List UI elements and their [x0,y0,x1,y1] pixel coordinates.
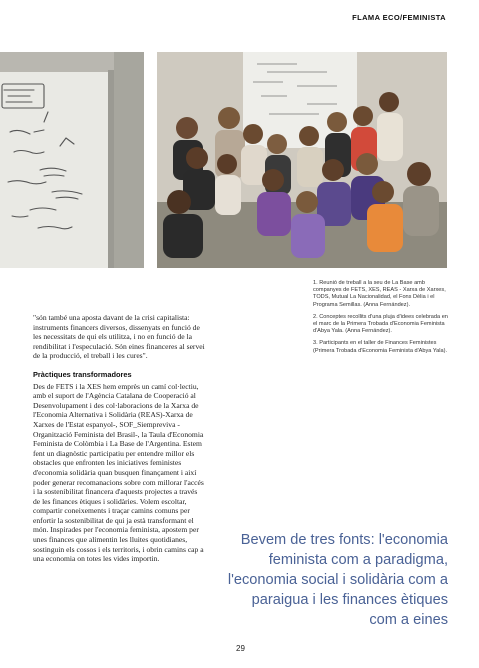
intro-paragraph: "són també una aposta davant de la crisi capitalista: instruments financers diversos, dissenyats en funció de les necessitats de qui els utilitza, i no en funció de la rendibilitat i l'especulació. Són eines financeres al servei de la producció, el treball i les cures". [33,313,205,361]
caption-3: 3. Participants en el taller de Finances Feministes (Primera Trobada d'Economia Feminista d'Abya Yala). [313,340,448,354]
caption-2: 2. Conceptes recollits d'una pluja d'idees celebrada en el marc de la Primera Trobada d'Economia Feminista d'Abya Yala. (Anna Fernández). [313,313,448,335]
group-photo [157,52,447,268]
article-body [33,313,205,573]
whiteboard-photo [0,52,144,268]
photo-captions [313,280,453,360]
page-number: 29 [236,644,245,653]
group-illustration [157,52,447,268]
body-paragraph: Des de FETS i la XES hem emprès un camí col·lectiu, amb el suport de l'Agència Catalana de Cooperació al Desenvolupament i des col·laboracions de la Xarxa de l'Economia Alternativa i Solidària (REAS)-Xarxa de Xarxes de l'Estat espanyol-, SOF_Siempreviva -Organització Feminista del Brasil-, la Taula d'Economia Feminista de Colòmbia i La Base de l'Argentina. Estem fent un diagnòstic participatiu per entendre millor els obstacles que enfronten les iniciatives feministes d'economia solidària quan busquen finançament i així poder generar recomanacions sobre com millorar l'accés i la sostenibilitat financera d'aquests projectes a través de les finances ètiques i solidàries. Volem escoltar, compartir coneixements i traçar camins comuns per enfortir la sostenibilitat de qui ja està transformant el món. Inspirades per l'economia feminista, apostem per unes finances que alimentin les lluites quotidianes, sostinguin els cossos i els territoris, i obrin camins cap a una economia on totes les vides importin. [33,381,204,564]
section-header: FLAMA ECO/FEMINISTA [352,13,446,22]
pull-quote: Bevem de tres fonts: l'economia feminista com a paradigma, l'economia social i solidària com a paraigua i les finances ètiques com a eines [227,532,448,628]
whiteboard-illustration [0,52,144,268]
caption-1: 1. Reunió de treball a la seu de La Base amb companyes de FETS, XES, REAS - Xarxa de Xarxes, TODS, Mutual La Nacionalidad, el Fons Dèlia i el Programa Semillas. (Anna Fernández). [313,280,446,308]
subheading: Pràctiques transformadores [33,369,132,379]
